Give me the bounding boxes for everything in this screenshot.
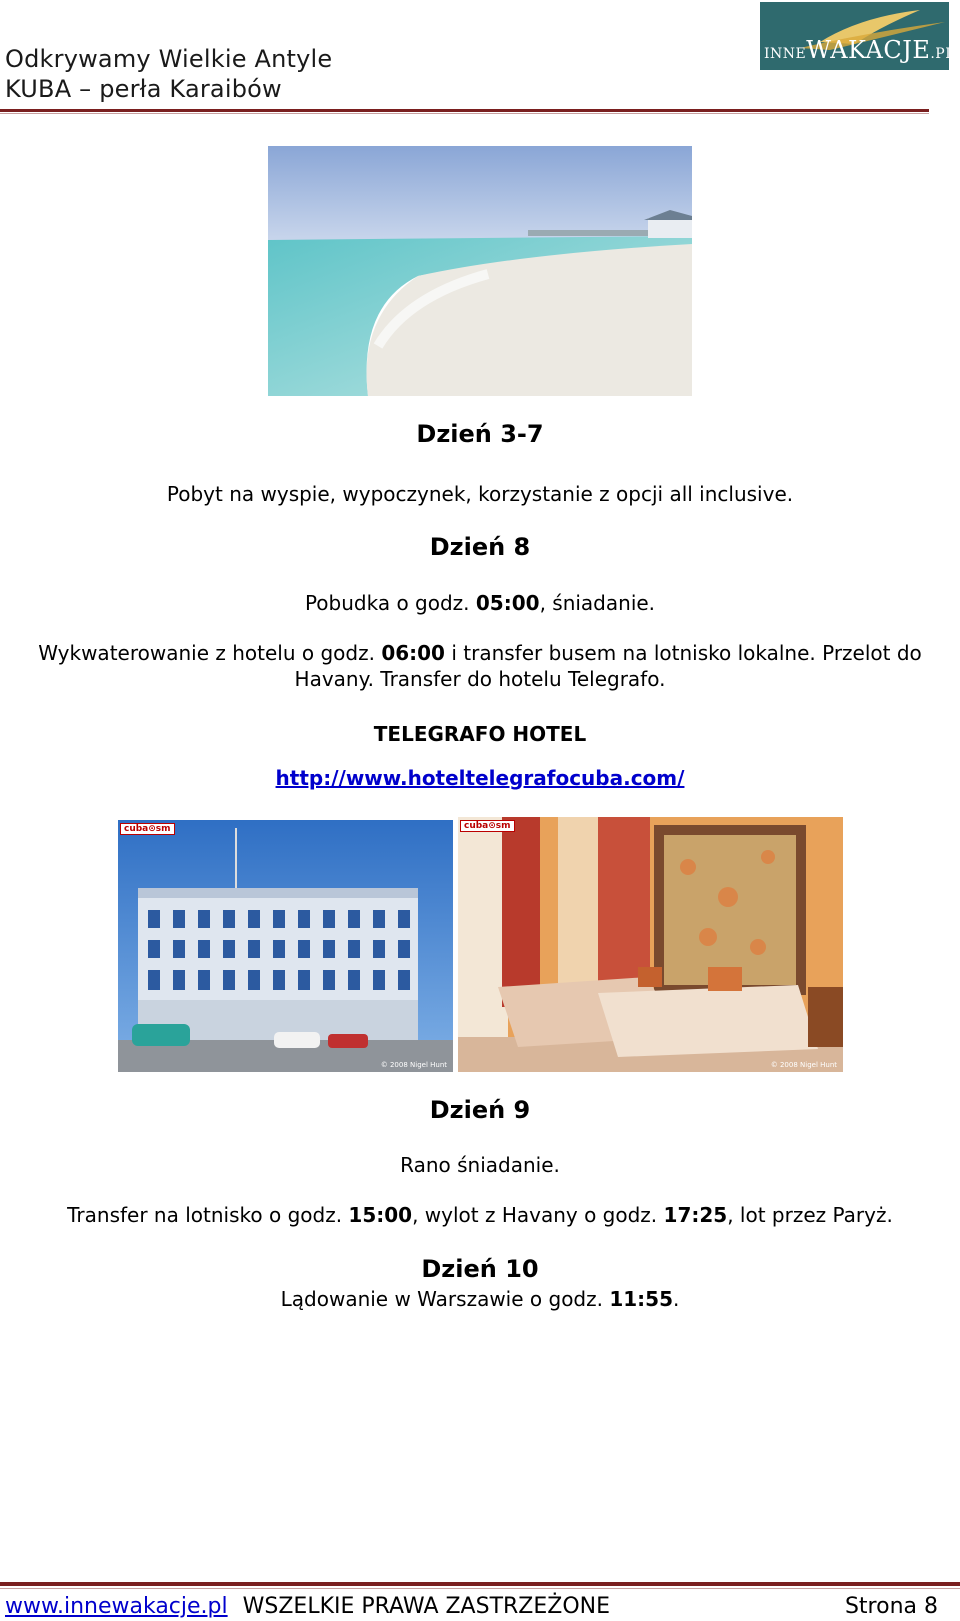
innewakacje-logo: INNEWAKACJE.PL xyxy=(760,2,949,70)
day-9-heading: Dzień 9 xyxy=(429,1096,531,1124)
header-divider xyxy=(0,109,929,112)
cubasm-watermark: cuba⊙sm xyxy=(460,820,515,832)
header-title-line2: KUBA – perła Karaibów xyxy=(5,75,282,103)
day-8-line-3: Havany. Transfer do hotelu Telegrafo. xyxy=(294,667,666,691)
day-9-line-2: Transfer na lotnisko o godz. 15:00, wylot z Havany o godz. 17:25, lot przez Paryż. xyxy=(67,1203,893,1227)
hotel-website-link[interactable]: http://www.hoteltelegrafocuba.com/ xyxy=(275,766,685,790)
day-3-7-heading: Dzień 3-7 xyxy=(416,420,544,448)
cubasm-watermark: cuba⊙sm xyxy=(120,823,175,835)
photo-copyright: © 2008 Nigel Hunt xyxy=(380,1061,447,1069)
day-10-heading: Dzień 10 xyxy=(421,1255,539,1283)
day-10-line: Lądowanie w Warszawie o godz. 11:55. xyxy=(280,1287,680,1311)
beach-photo xyxy=(268,146,692,396)
photo-copyright: © 2008 Nigel Hunt xyxy=(770,1061,837,1069)
day-9-line-1: Rano śniadanie. xyxy=(400,1153,560,1177)
footer-rights: WSZELKIE PRAWA ZASTRZEŻONE xyxy=(242,1594,611,1619)
footer-divider xyxy=(0,1582,960,1586)
header-title-line1: Odkrywamy Wielkie Antyle xyxy=(5,45,333,73)
day-8-line-1: Pobudka o godz. 05:00, śniadanie. xyxy=(304,591,656,615)
hotel-room-photo xyxy=(458,817,843,1072)
page-number: Strona 8 xyxy=(844,1594,938,1619)
hotel-exterior-photo xyxy=(118,820,453,1072)
day-3-7-text: Pobyt na wyspie, wypoczynek, korzystanie z opcji all inclusive. xyxy=(166,482,794,506)
hotel-name: TELEGRAFO HOTEL xyxy=(373,722,587,746)
day-8-line-2: Wykwaterowanie z hotelu o godz. 06:00 i transfer busem na lotnisko lokalne. Przelot do xyxy=(38,641,922,665)
footer-website-link[interactable]: www.innewakacje.pl xyxy=(5,1594,228,1619)
day-8-heading: Dzień 8 xyxy=(429,533,531,561)
